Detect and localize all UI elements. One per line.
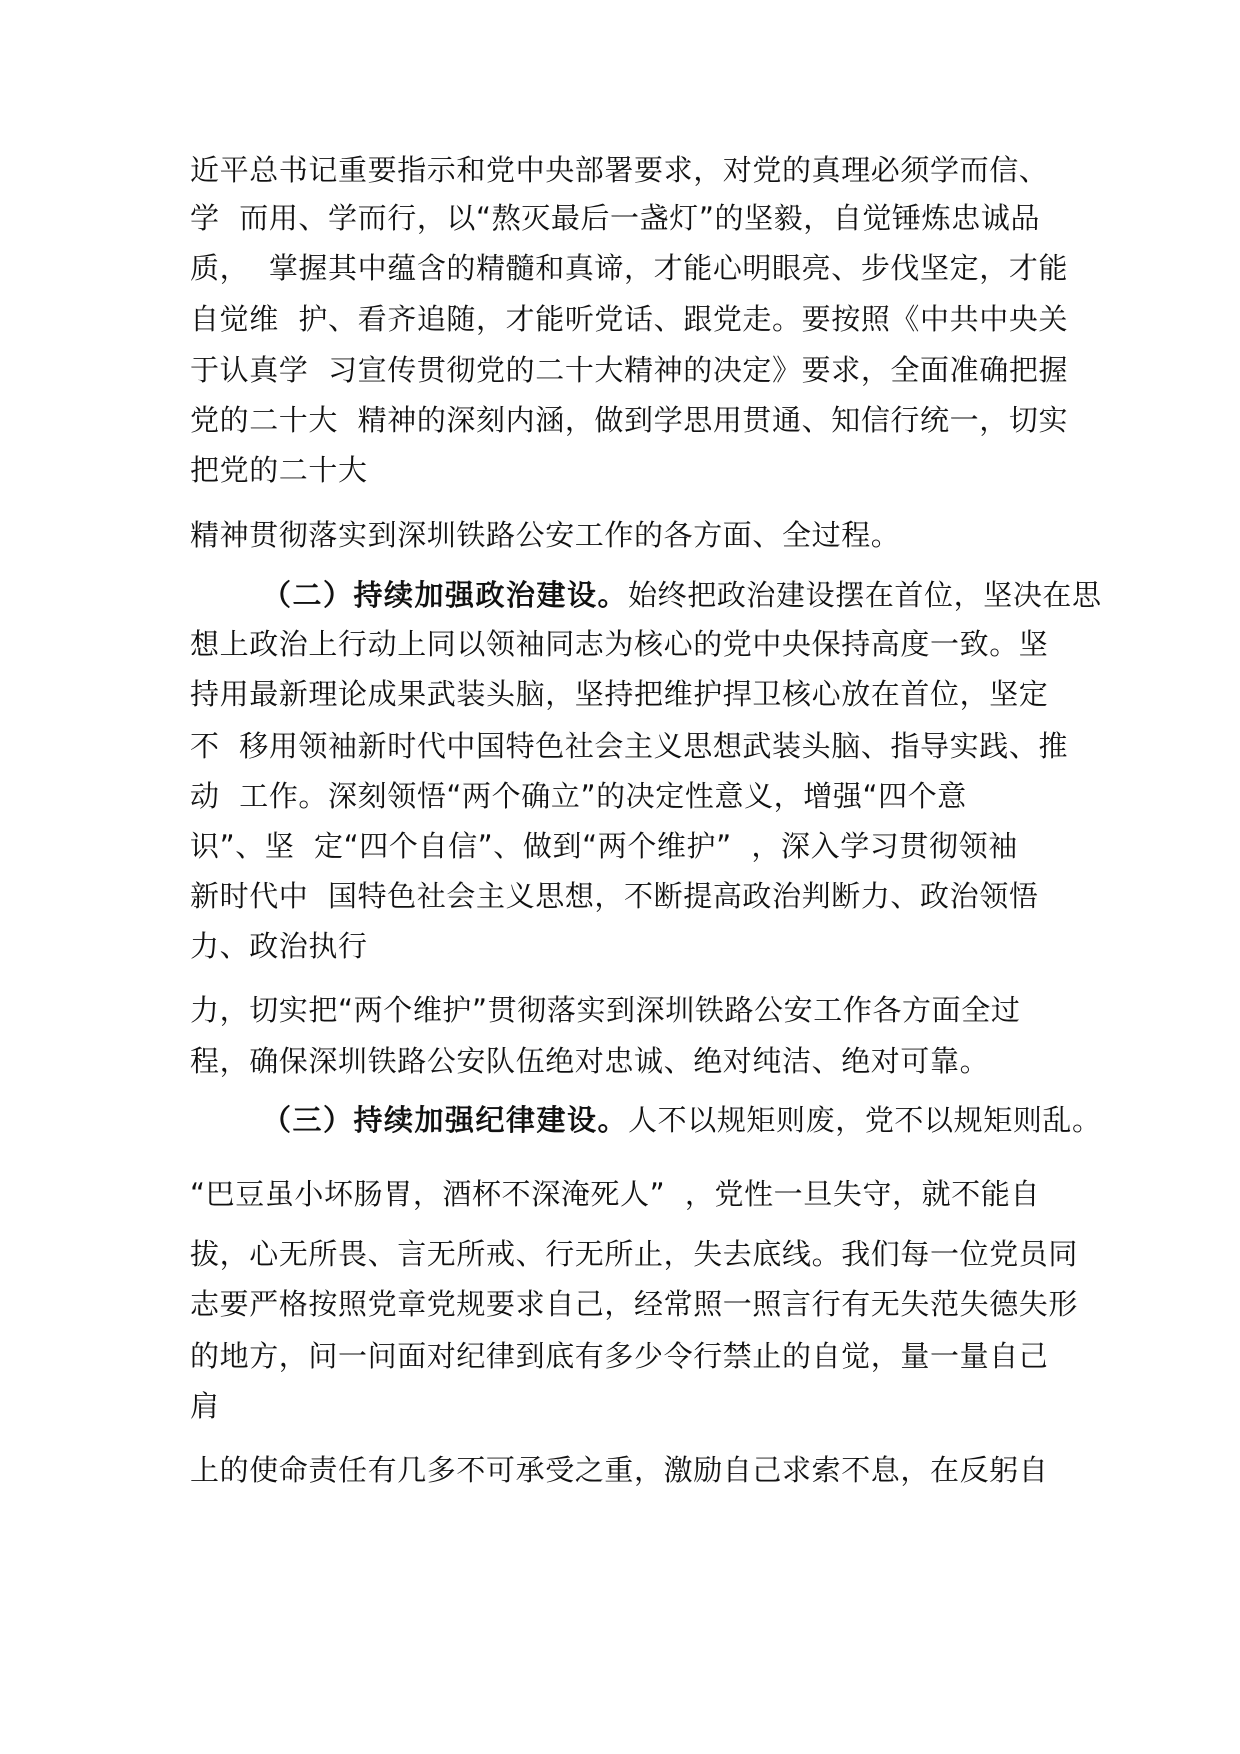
text-line: 党的二十大 精神的深刻内涵，做到学思用贯通、知信行统一，切实: [190, 403, 1069, 437]
text-line: 拔，心无所畏、言无所戒、行无所止，失去底线。我们每一位党员同: [190, 1237, 1079, 1271]
text-line: 质， 掌握其中蕴含的精髓和真谛，才能心明眼亮、步伐坚定，才能: [190, 251, 1069, 285]
text-line: 持用最新理论成果武装头脑，坚持把维护捍卫核心放在首位，坚定: [190, 677, 1049, 711]
text-line: 识”、坚 定“四个自信”、做到“两个维护” ，深入学习贯彻领袖: [190, 829, 1018, 863]
section-three-paragraph-start: [262, 1100, 1102, 1140]
text-line: 的地方，问一问面对纪律到底有多少令行禁止的自觉，量一量自己: [190, 1339, 1049, 1373]
section-heading-political: （二）持续加强政治建设。: [262, 578, 629, 612]
text-line: 始终把政治建设摆在首位，坚决在思: [628, 578, 1102, 612]
text-line: 把党的二十大: [190, 453, 368, 487]
text-line: 近平总书记重要指示和党中央部署要求，对党的真理必须学而信、: [190, 153, 1049, 187]
text-line: 学 而用、学而行，以“熬灭最后一盏灯”的坚毅，自觉锤炼忠诚品: [190, 201, 1041, 235]
text-line: 精神贯彻落实到深圳铁路公安工作的各方面、全过程。: [190, 518, 901, 552]
section-heading-discipline: （三）持续加强纪律建设。: [262, 1103, 629, 1137]
text-line: 肩: [190, 1389, 220, 1423]
text-line: 自觉维 护、看齐追随，才能听党话、跟党走。要按照《中共中央关: [190, 302, 1069, 336]
text-line: 人不以规矩则废，党不以规矩则乱。: [628, 1103, 1102, 1137]
text-line: “巴豆虽小坏肠胃，酒杯不深淹死人” ，党性一旦失守，就不能自: [190, 1177, 1041, 1211]
text-line: 于认真学 习宣传贯彻党的二十大精神的决定》要求，全面准确把握: [190, 353, 1069, 387]
text-line: 想上政治上行动上同以领袖同志为核心的党中央保持高度一致。坚: [190, 627, 1049, 661]
text-line: 动 工作。深刻领悟“两个确立”的决定性意义，增强“四个意: [190, 779, 967, 813]
section-two-paragraph-start: [262, 575, 1102, 615]
text-line: 不 移用领袖新时代中国特色社会主义思想武装头脑、指导实践、推: [190, 729, 1069, 763]
text-line: 力、政治执行: [190, 929, 368, 963]
text-line: 力，切实把“两个维护”贯彻落实到深圳铁路公安工作各方面全过: [190, 993, 1021, 1027]
text-line: 程，确保深圳铁路公安队伍绝对忠诚、绝对纯洁、绝对可靠。: [190, 1044, 990, 1078]
text-line: 上的使命责任有几多不可承受之重，激励自己求索不息，在反躬自: [190, 1453, 1049, 1487]
text-line: 志要严格按照党章党规要求自己，经常照一照言行有无失范失德失形: [190, 1287, 1079, 1321]
text-line: 新时代中 国特色社会主义思想，不断提高政治判断力、政治领悟: [190, 879, 1039, 913]
